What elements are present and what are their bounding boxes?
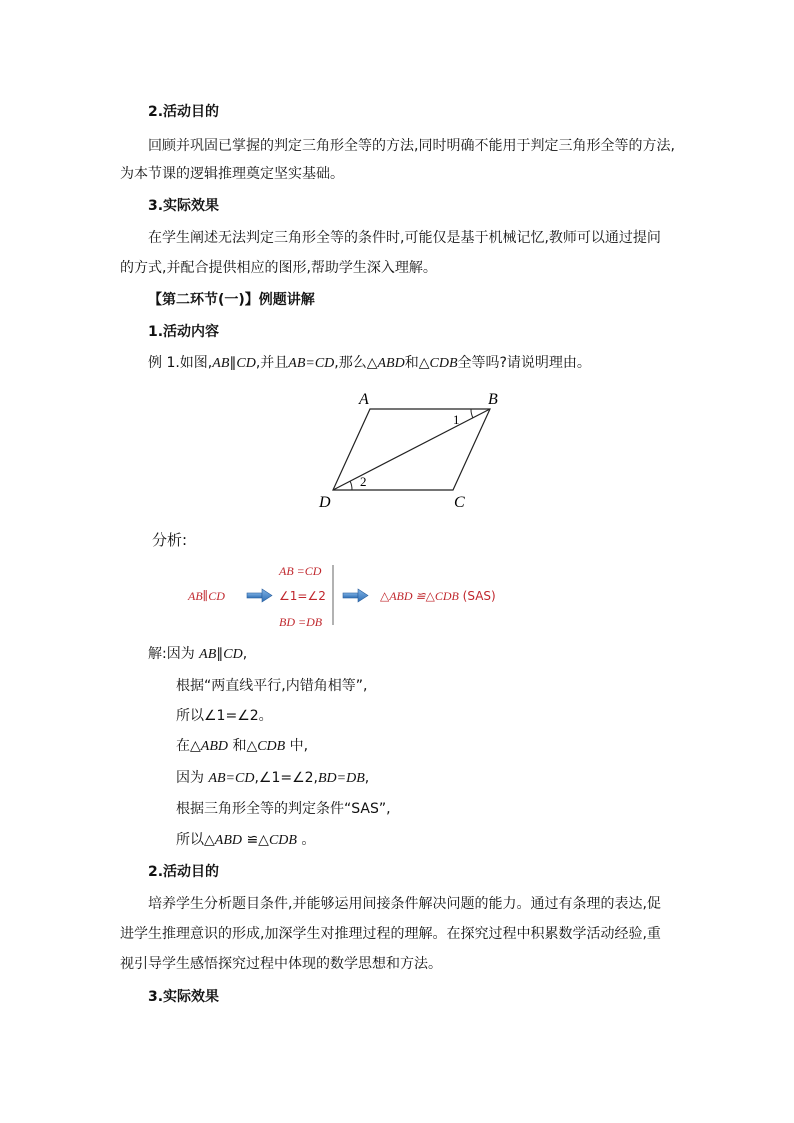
analysis-condition-3: BD =DB (279, 615, 323, 629)
vertex-label-a: A (359, 391, 369, 408)
paragraph-line: 为本节课的逻辑推理奠定坚实基础。 (120, 166, 344, 182)
analysis-condition-1: AB =CD (279, 564, 322, 578)
section-heading-content: 1.活动内容 (148, 324, 220, 340)
paragraph-line: 进学生推理意识的形成,加深学生对推理过程的理解。在探究过程中积累数学活动经验,重 (120, 926, 661, 942)
paragraph-line: 回顾并巩固已掌握的判定三角形全等的方法,同时明确不能用于判定三角形全等的方法, (148, 138, 675, 154)
paragraph-line: 培养学生分析题目条件,并能够运用间接条件解决问题的能力。通过有条理的表达,促 (148, 896, 661, 912)
section-heading-effect: 3.实际效果 (148, 989, 220, 1005)
vertex-label-d: D (319, 494, 331, 511)
paragraph-line: 视引导学生感悟探究过程中体现的数学思想和方法。 (120, 956, 442, 972)
vertex-label-c: C (454, 494, 465, 511)
section-title: 【第二环节(一)】例题讲解 (148, 292, 315, 308)
example-statement: 例 1.如图,AB∥CD,并且AB=CD,那么△ABD和△CDB全等吗?请说明理由。 (148, 355, 591, 371)
solution-line: 因为 AB=CD,∠1=∠2,BD=DB, (176, 770, 370, 786)
analysis-start: AB∥CD (188, 589, 225, 603)
angle-2-label: 2 (360, 474, 367, 489)
solution-line: 解:因为 AB∥CD, (148, 646, 248, 662)
arrow-right-icon (343, 589, 368, 602)
paragraph-line: 的方式,并配合提供相应的图形,帮助学生深入理解。 (120, 260, 437, 276)
analysis-label: 分析: (152, 531, 188, 549)
section-heading-purpose: 2.活动目的 (148, 864, 220, 880)
solution-line: 在△ABD 和△CDB 中, (176, 738, 309, 754)
solution-line: 所以∠1=∠2。 (176, 708, 273, 724)
vertex-label-b: B (488, 391, 498, 408)
solution-line: 根据三角形全等的判定条件“SAS”, (176, 801, 391, 817)
analysis-result: △ABD ≌△CDB (SAS) (380, 589, 496, 603)
section-heading-purpose: 2.活动目的 (148, 104, 220, 120)
arrow-right-icon (247, 589, 272, 602)
solution-line: 所以△ABD ≌△CDB 。 (176, 832, 316, 848)
analysis-condition-2: ∠1=∠2 (279, 589, 326, 603)
section-heading-effect: 3.实际效果 (148, 198, 220, 214)
angle-1-label: 1 (453, 412, 460, 427)
solution-line: 根据“两直线平行,内错角相等”, (176, 678, 368, 694)
paragraph-line: 在学生阐述无法判定三角形全等的条件时,可能仅是基于机械记忆,教师可以通过提问 (148, 230, 661, 246)
